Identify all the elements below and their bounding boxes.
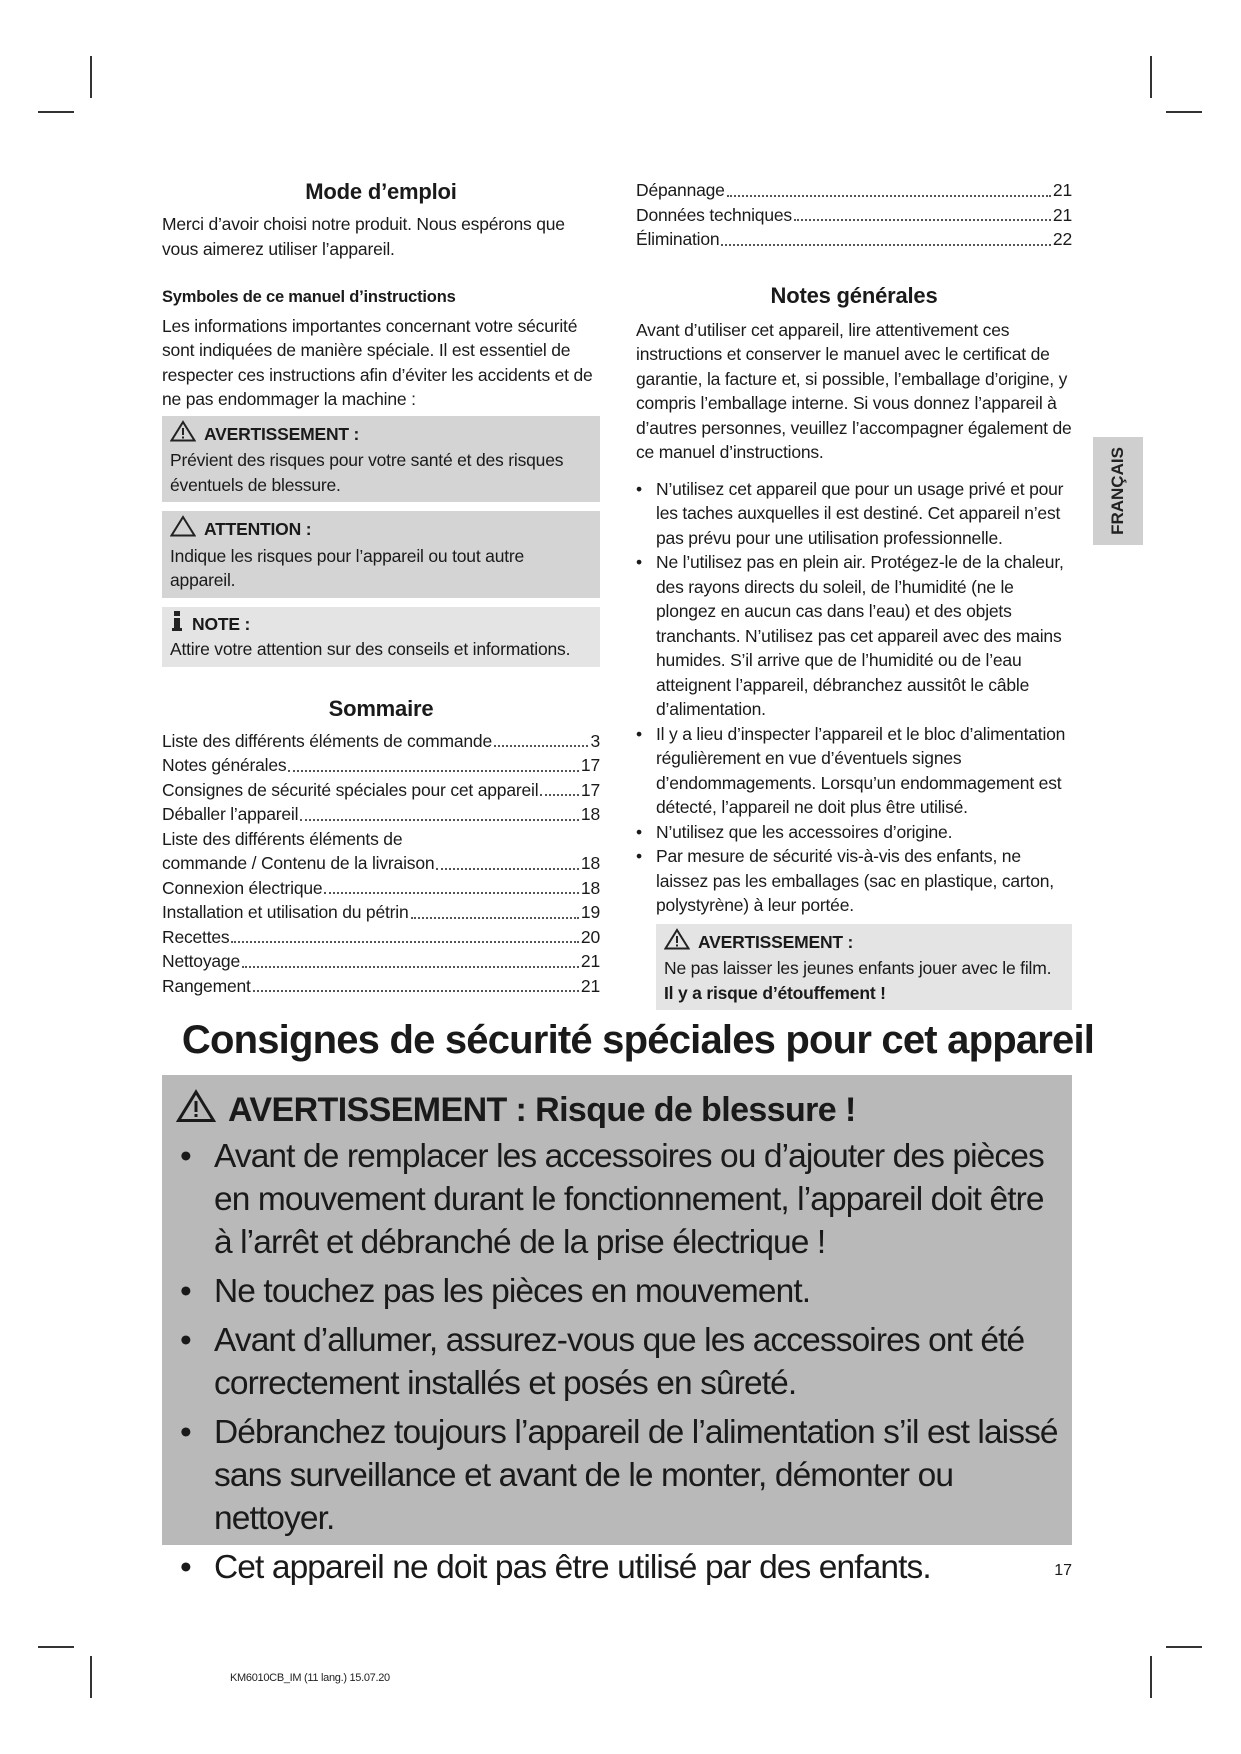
toc-entry[interactable]: Liste des différents éléments de commande 3 [162, 730, 600, 751]
film-warning-title-row [664, 928, 1064, 957]
toc-entry-line1: Liste des différents éléments de [162, 828, 403, 849]
toc-entry[interactable]: Dépannage 21 [636, 180, 1072, 200]
crop-mark [90, 56, 92, 98]
list-item: • Avant de remplacer les accessoires ou d’ajouter des pièces en mouvement durant le fonctionnement, l’appareil doit être à l’arrêt et débranché de la prise électrique ! [176, 1135, 1066, 1264]
mode-emploi-intro: Merci d’avoir choisi notre produit. Nous espérons que vous aimerez utiliser l’appareil. [162, 214, 565, 259]
notes-generales-intro: Avant d’utiliser cet appareil, lire attentivement ces instructions et conserver le manuel avec le certificat de garantie, la facture et, si possible, l’emballage d’origine, y compris l’emballage interne. Si vous donnez l’appareil à d’autres personnes, veuillez l’accompagner également de ce manuel d’instructions. [636, 319, 1072, 462]
list-item: • Ne l’utilisez pas en plein air. Protégez-le de la chaleur, des rayons directs du soleil, de l’humidité (ne le plongez en aucun cas dans l’eau) et des objets tranchants. N’utilisez pas cet appareil avec des mains humides. S’il arrive que de l’humidité ou de l’eau atteignent l’appareil, débranchez aussitôt le câble d’alimentation. [636, 550, 1072, 722]
avertissement-title: AVERTISSEMENT : [204, 423, 360, 444]
crop-mark [90, 1656, 92, 1698]
toc-entry[interactable]: Élimination 22 [636, 229, 1072, 249]
list-item: • Avant d’allumer, assurez-vous que les accessoires ont été correctement installés et posés en sûreté. [176, 1319, 1066, 1405]
film-warning-bold: Il y a risque d’étouffement ! [664, 982, 886, 1003]
attention-box [162, 511, 600, 598]
footer-text: KM6010CB_IM (11 lang.) 15.07.20 [230, 1672, 390, 1684]
attention-triangle-icon [170, 515, 196, 544]
list-item: • Ne touchez pas les pièces en mouvement. [176, 1270, 1066, 1313]
film-warning-box [656, 924, 1072, 1011]
warning-triangle-icon [664, 928, 690, 957]
toc-entry[interactable]: Consignes de sécurité spéciales pour cet appareil 17 [162, 779, 600, 800]
attention-text: Indique les risques pour l’appareil ou tout autre appareil. [170, 545, 525, 590]
note-text: Attire votre attention sur des conseils et informations. [170, 639, 571, 659]
crop-mark [38, 111, 74, 113]
consignes-list [176, 1135, 1066, 1595]
warning-triangle-icon [176, 1089, 216, 1132]
list-item: • Cet appareil ne doit pas être utilisé par des enfants. [176, 1546, 1066, 1589]
warning-triangle-icon [170, 420, 196, 449]
note-title-row [170, 611, 592, 638]
page-number: 17 [1054, 1562, 1072, 1579]
consignes-title: Consignes de sécurité spéciales pour cet appareil [181, 1018, 1095, 1062]
notes-generales-list [636, 477, 1072, 918]
toc-list-continued [636, 178, 1072, 252]
left-column [162, 178, 600, 998]
sommaire-title: Sommaire [328, 695, 434, 721]
list-item: • N’utilisez que les accessoires d’origine. [636, 820, 1072, 845]
crop-mark [38, 1646, 74, 1648]
avertissement-title-row [170, 420, 592, 449]
note-title: NOTE : [192, 613, 251, 634]
notes-generales-title: Notes générales [770, 282, 938, 308]
consignes-warning-title-row [176, 1089, 856, 1132]
film-warning-title: AVERTISSEMENT : [698, 931, 854, 952]
crop-mark [1150, 1656, 1152, 1698]
avertissement-box [162, 416, 600, 503]
list-item: • Il y a lieu d’inspecter l’appareil et le bloc d’alimentation régulièrement en vue d’éventuels signes d’endommagements. Lorsqu’un endommagement est détecté, l’appareil ne doit plus être utilisé. [636, 722, 1072, 820]
toc-entry[interactable]: Notes générales 17 [162, 755, 600, 775]
language-tab-label: FRANÇAIS [1108, 447, 1127, 535]
toc-entry[interactable]: Installation et utilisation du pétrin 19 [162, 902, 600, 922]
mode-emploi-title: Mode d’emploi [305, 179, 457, 204]
crop-mark [1150, 56, 1152, 98]
list-item: • Par mesure de sécurité vis-à-vis des enfants, ne laissez pas les emballages (sac en plastique, carton, polystyrène) à leur portée. [636, 844, 1072, 918]
symboles-heading: Symboles de ce manuel d’instructions [162, 288, 456, 306]
list-item: • N’utilisez cet appareil que pour un usage privé et pour les taches auxquelles il est destiné. Cet appareil n’est pas prévu pour une utilisation professionnelle. [636, 477, 1072, 551]
attention-title: ATTENTION : [204, 519, 312, 539]
crop-mark [1166, 111, 1202, 113]
crop-mark [1166, 1646, 1202, 1648]
right-column [636, 178, 1072, 1010]
toc-entry[interactable]: Nettoyage 21 [162, 951, 600, 971]
symboles-text: Les informations importantes concernant votre sécurité sont indiquées de manière spéciale. Il est essentiel de respecter ces instructions afin d’éviter les accidents et de ne pas endommager la machine : [162, 315, 593, 409]
toc-entry[interactable]: Déballer l’appareil 18 [162, 804, 600, 824]
toc-entry[interactable]: Connexion électrique 18 [162, 877, 600, 898]
info-icon [170, 611, 184, 638]
toc-entry[interactable]: Recettes 20 [162, 926, 600, 947]
consignes-warning-title: AVERTISSEMENT : Risque de blessure ! [228, 1091, 856, 1129]
avertissement-text: Prévient des risques pour votre santé et des risques éventuels de blessure. [170, 450, 564, 495]
film-warning-text: Ne pas laisser les jeunes enfants jouer avec le film. [664, 958, 1052, 978]
list-item: • Débranchez toujours l’appareil de l’alimentation s’il est laissé sans surveillance et avant de le monter, démonter ou nettoyer. [176, 1411, 1066, 1540]
toc-entry[interactable]: commande / Contenu de la livraison 18 [162, 853, 600, 873]
attention-title-row [170, 515, 592, 544]
toc-list [162, 729, 600, 999]
language-tab [1093, 437, 1143, 545]
note-box [162, 607, 600, 667]
toc-entry[interactable]: Données techniques 21 [636, 204, 1072, 225]
toc-entry[interactable]: Rangement 21 [162, 975, 600, 996]
